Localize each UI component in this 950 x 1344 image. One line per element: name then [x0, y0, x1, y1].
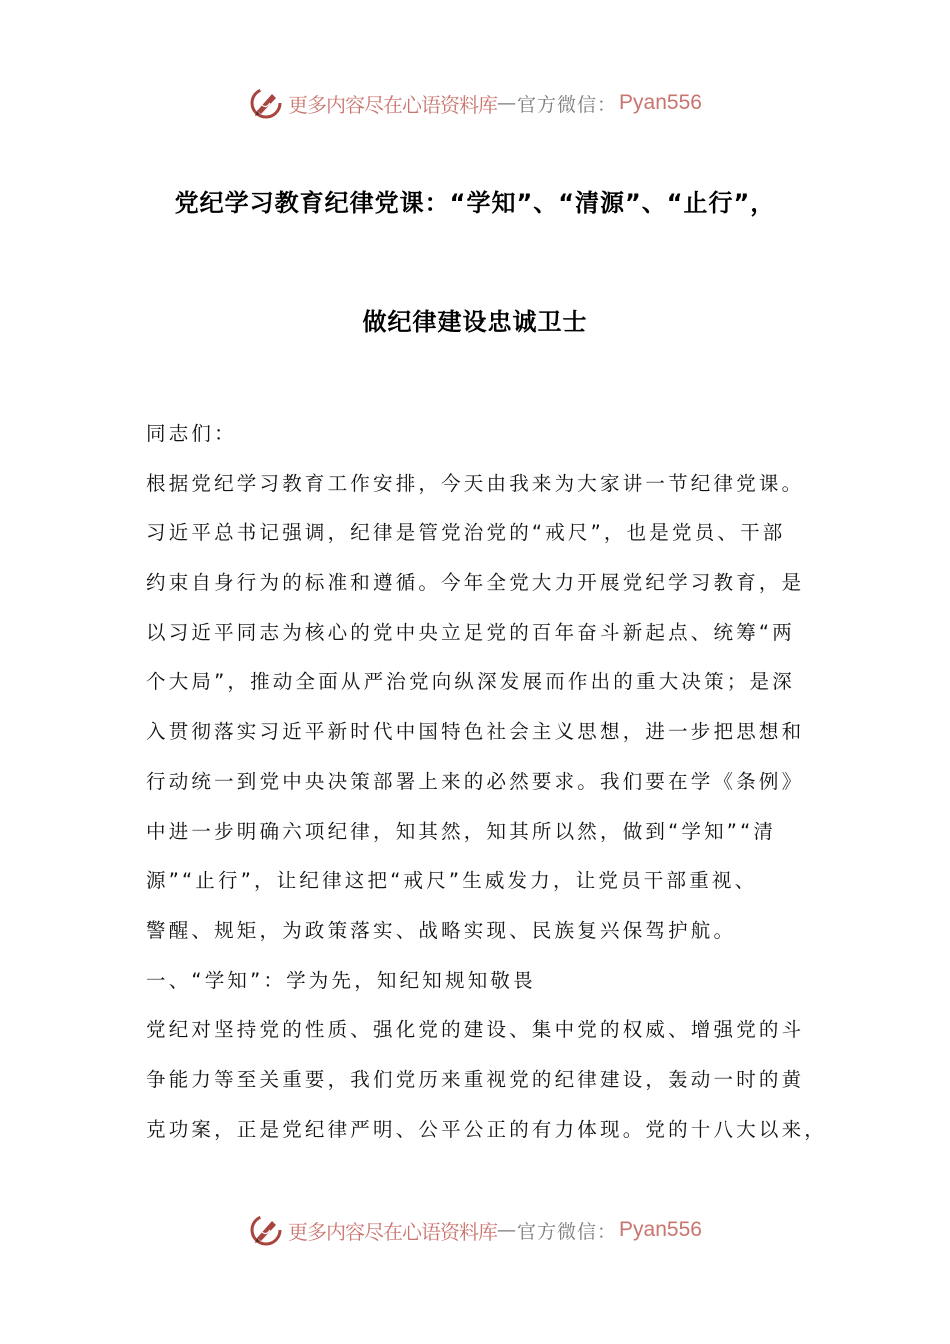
paragraph-line: 源”“止行”，让纪律这把“戒尺”生威发力，让党员干部重视、 [146, 869, 758, 893]
watermark-dash: — [497, 1219, 518, 1241]
paragraph-line: 入贯彻落实习近平新时代中国特色社会主义思想，进一步把思想和 [146, 720, 805, 744]
paragraph-line: 约束自身行为的标准和遵循。今年全党大力开展党纪学习教育，是 [146, 571, 805, 595]
paragraph-line: 中进一步明确六项纪律，知其然，知其所以然，做到“学知”“清 [146, 819, 777, 843]
paragraph-line: 争能力等至关重要，我们党历来重视党的纪律建设，轰动一时的黄 [146, 1067, 805, 1091]
document-title-line-2: 做纪律建设忠诚卫士 [362, 308, 588, 336]
document-body [146, 409, 836, 1154]
paragraph-line: 个大局”，推动全面从严治党向纵深发展而作出的重大决策；是深 [146, 670, 795, 694]
pen-logo-icon [248, 1212, 284, 1248]
paragraph-line: 党纪对坚持党的性质、强化党的建设、集中党的权威、增强党的斗 [146, 1018, 805, 1042]
watermark-wechat-label: 官方微信： [517, 1220, 618, 1243]
watermark-dash: — [497, 92, 518, 114]
watermark-wechat-id: Pyan556 [619, 1218, 702, 1241]
watermark-footer [0, 1210, 950, 1250]
paragraph-line: 行动统一到党中央决策部署上来的必然要求。我们要在学《条例》 [146, 769, 805, 793]
section-heading: 一、“学知”：学为先，知纪知规知敬畏 [146, 968, 536, 992]
paragraph-line: 以习近平同志为核心的党中央立足党的百年奋斗新起点、统筹“两 [146, 620, 795, 644]
watermark-header [0, 83, 950, 123]
paragraph-line: 根据党纪学习教育工作安排，今天由我来为大家讲一节纪律党课。 [146, 471, 805, 495]
watermark-wechat-label: 官方微信： [517, 93, 618, 116]
watermark-site-text: 更多内容尽在心语资料库 [288, 1219, 498, 1244]
paragraph-line: 警醒、规矩，为政策落实、战略实现、民族复兴保驾护航。 [146, 918, 737, 942]
pen-logo-icon [248, 85, 284, 121]
paragraph-line: 克功案，正是党纪律严明、公平公正的有力体现。党的十八大以来， [146, 1117, 828, 1141]
paragraph-line: 习近平总书记强调，纪律是管党治党的“戒尺”，也是党员、干部 [146, 521, 786, 545]
salutation: 同志们： [146, 422, 237, 445]
watermark-site-text: 更多内容尽在心语资料库 [288, 92, 498, 117]
document-title-line-1: 党纪学习教育纪律党课：“学知”、“清源”、“止行”， [174, 189, 776, 217]
watermark-wechat-id: Pyan556 [619, 91, 702, 114]
